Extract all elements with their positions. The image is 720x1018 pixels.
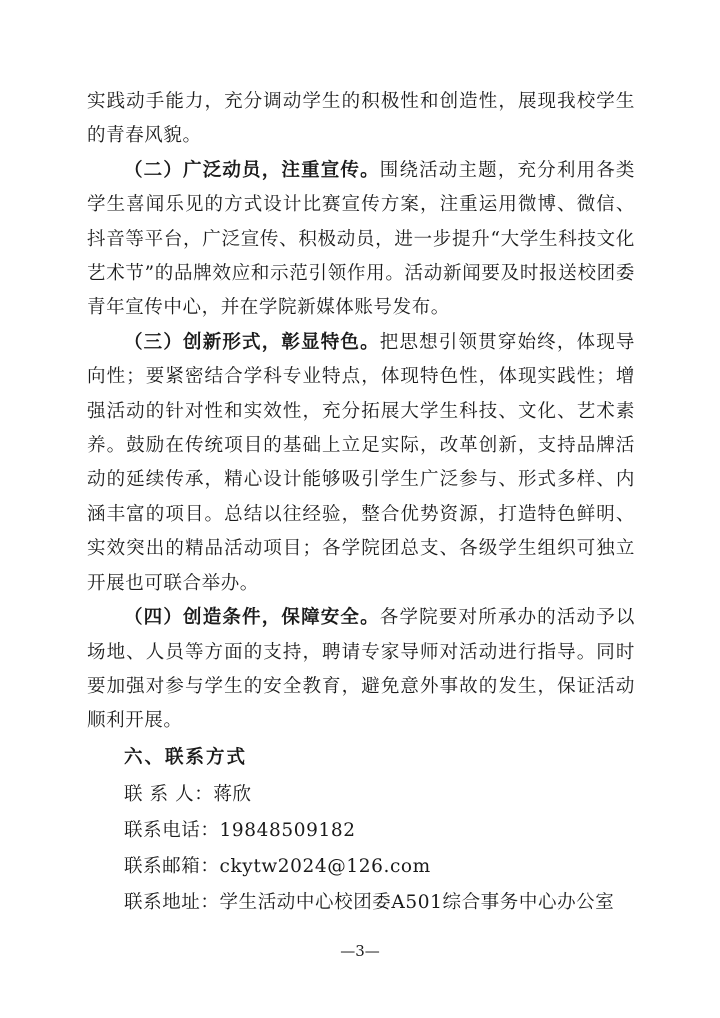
section-item-2-paragraph xyxy=(87,154,635,326)
intro-continuation-paragraph: 实践动手能力，充分调动学生的积极性和创造性，展现我校学生的青春风貌。 xyxy=(87,91,635,147)
contact-address: 联系地址：学生活动中心校团委A501综合事务中心办公室 xyxy=(124,891,615,913)
document-page xyxy=(87,85,635,921)
contact-person: 联 系 人：蒋欣 xyxy=(124,783,252,805)
contact-heading: 六、联系方式 xyxy=(124,746,248,768)
section-item-2-text: 围绕活动主题，充分利用各类学生喜闻乐见的方式设计比赛宣传方案，注重运用微博、微信、抖音等平台，广泛宣传、积极动员，进一步提升“大学生科技文化艺术节”的品牌效应和示范引领作用。活动新闻要及时报送校团委青年宣传中心，并在学院新媒体账号发布。 xyxy=(87,159,635,319)
contact-phone: 联系电话：19848509182 xyxy=(124,819,356,841)
section-item-3-text: 把思想引领贯穿始终，体现导向性；要紧密结合学科专业特点，体现特色性，体现实践性；增强活动的针对性和实效性，充分拓展大学生科技、文化、艺术素养。鼓励在传统项目的基础上立足实际，改革创新，支持品牌活动的延续传承，精心设计能够吸引学生广泛参与、形式多样、内涵丰富的项目。总结以往经验，整合优势资源，打造特色鲜明、实效突出的精品活动项目；各学院团总支、各级学生组织可独立开展也可联合举办。 xyxy=(87,331,635,594)
section-item-3-paragraph xyxy=(87,326,635,601)
section-item-4-paragraph xyxy=(87,601,635,739)
page-number: —3— xyxy=(340,942,380,960)
section-item-2-lead: （二）广泛动员，注重宣传。 xyxy=(124,159,380,181)
section-item-4-lead: （四）创造条件，保障安全。 xyxy=(124,607,380,629)
section-item-4-text: 各学院要对所承办的活动予以场地、人员等方面的支持，聘请专家导师对活动进行指导。同时要加强对参与学生的安全教育，避免意外事故的发生，保证活动顺利开展。 xyxy=(87,607,635,732)
section-item-3-lead: （三）创新形式，彰显特色。 xyxy=(124,331,380,353)
contact-email: 联系邮箱：ckytw2024@126.com xyxy=(124,855,431,877)
